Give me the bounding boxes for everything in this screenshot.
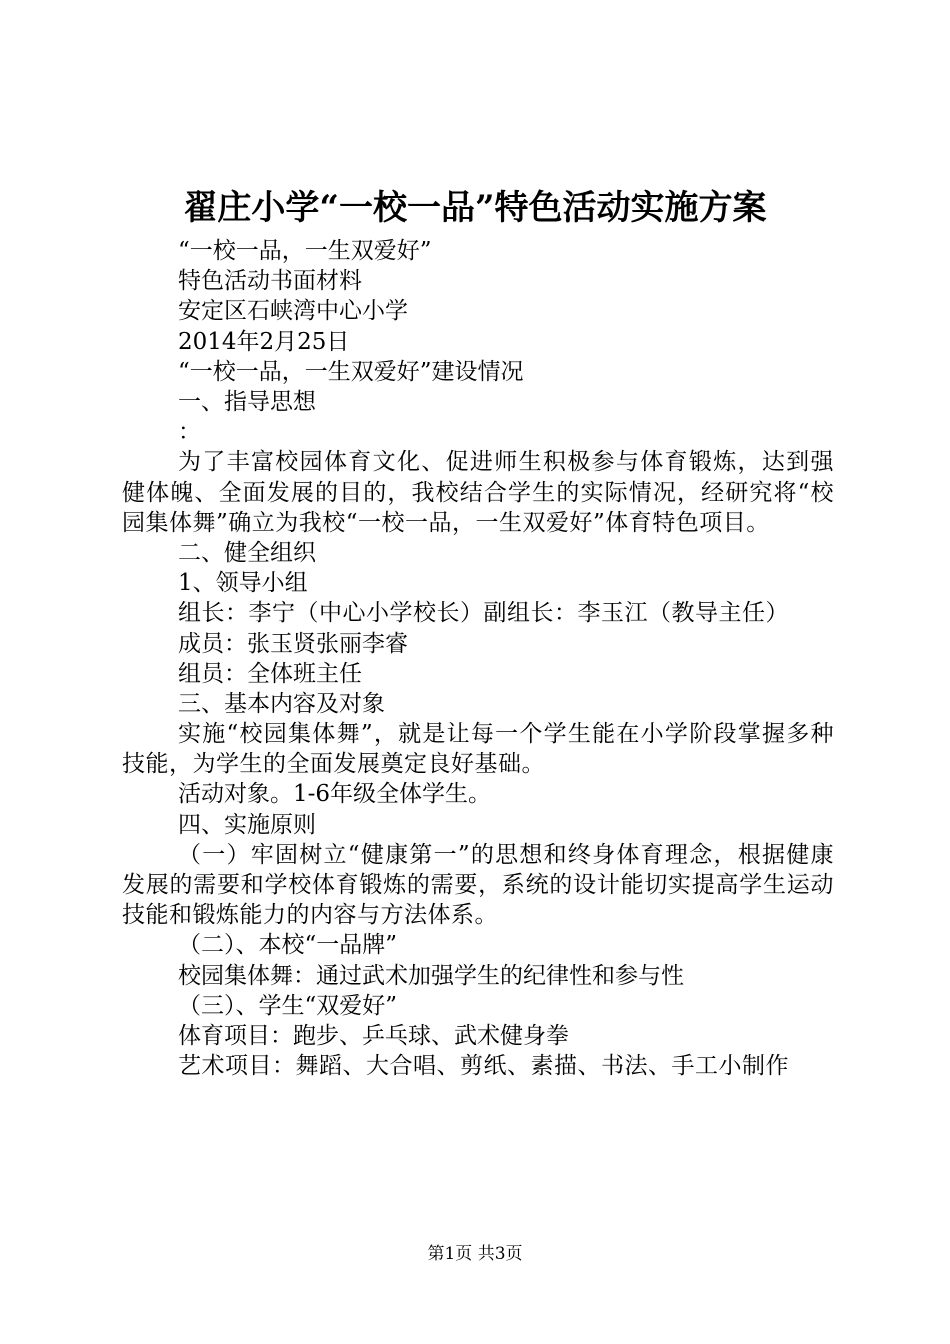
subtitle-slogan: “一校一品，一生双爱好” [178,238,432,264]
section-heading-organization: 二、健全组织 [178,539,316,566]
paragraph-implementation: 实施“校园集体舞”，就是让每一个学生能在小学阶段掌握多种技能，为学生的全面发展奠定良好基础。 [122,721,834,778]
paragraph-principle-one: （一）牢固树立“健康第一”的思想和终身体育理念，根据健康发展的需要和学校体育锻炼的需要，系统的设计能切实提高学生运动技能和锻炼能力的内容与方法体系。 [122,841,834,929]
school-name: 安定区石峡湾中心小学 [178,298,408,325]
colon-line: ： [178,419,201,446]
subtitle-material: 特色活动书面材料 [178,268,362,295]
page-footer: 第1页 共3页 [427,1244,523,1264]
paragraph-guiding-ideology: 为了丰富校园体育文化、促进师生积极参与体育锻炼，达到强健体魄、全面发展的目的，我校结合学生的实际情况，经研究将“校园集体舞”确立为我校“一校一品，一生双爱好”体育特色项目。 [122,449,834,536]
line-members: 成员：张玉贤张丽李睿 [178,630,408,657]
section-heading-content: 三、基本内容及对象 [178,690,385,717]
line-activity-target: 活动对象。1-6年级全体学生。 [178,781,492,808]
subheading-leadership-group: 1、领导小组 [178,570,308,597]
paragraph-art-items: 艺术项目：舞蹈、大合唱、剪纸、素描、书法、手工小制作 [178,1053,789,1080]
line-sports-items: 体育项目：跑步、乒乓球、武术健身拳 [178,1023,569,1050]
section-heading-principles: 四、实施原则 [178,811,316,838]
line-group-members: 组员：全体班主任 [178,660,362,687]
line-campus-dance: 校园集体舞：通过武术加强学生的纪律性和参与性 [178,962,684,989]
document-body [122,236,834,1081]
document-title: 翟庄小学“一校一品”特色活动实施方案 [183,188,767,228]
document-date: 2014年2月25日 [178,328,350,355]
section-heading-guiding-ideology: 一、指导思想 [178,388,316,415]
subheading-hobbies: （三）、学生“双爱好” [178,992,398,1019]
paragraph-group-leaders: 组长：李宁（中心小学校长）副组长：李玉江（教导主任） [178,600,789,627]
section-heading-construction: “一校一品，一生双爱好”建设情况 [178,358,524,385]
subheading-brand: （二）、本校“一品牌” [178,932,398,959]
